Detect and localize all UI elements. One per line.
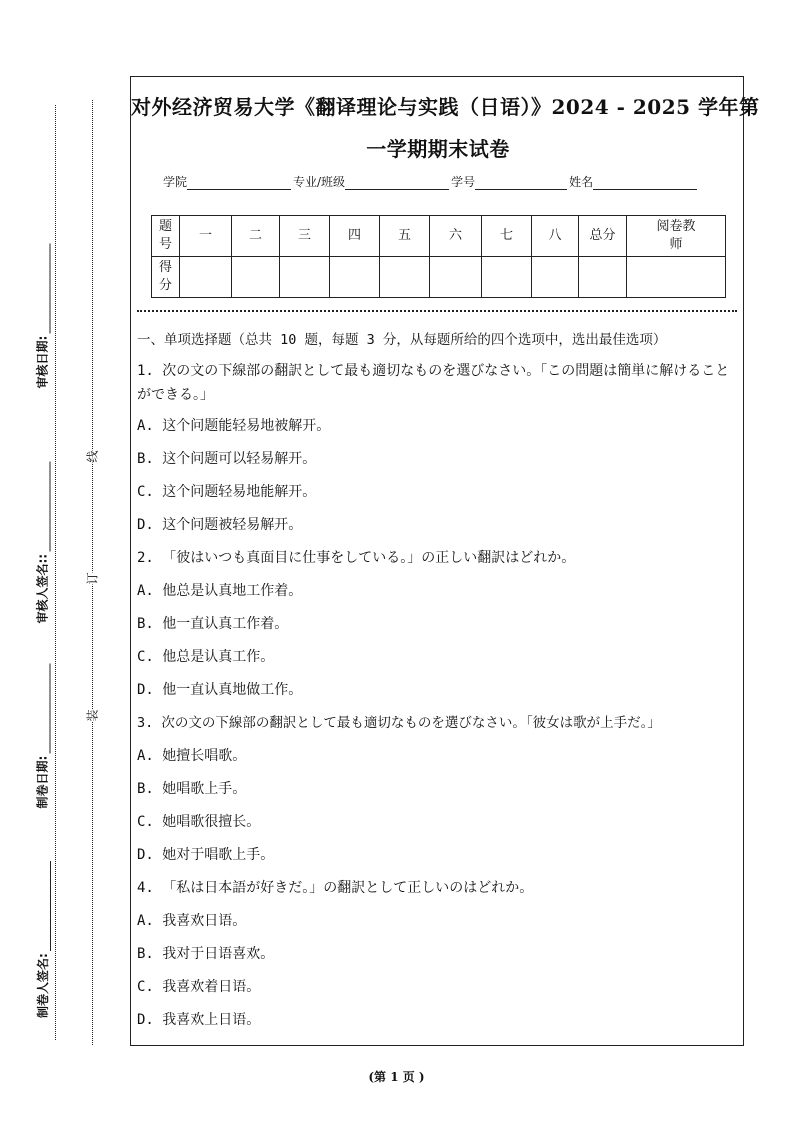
score-cell[interactable] — [330, 257, 380, 298]
field-id-label: 学号 — [451, 175, 476, 189]
score-cell[interactable] — [627, 257, 726, 298]
question-stem: 3. 次の文の下線部の翻訳として最も適切なものを選びなさい。「彼女は歌が上手だ。」 — [137, 715, 661, 731]
option-item: A. 我喜欢日语。 — [137, 913, 247, 929]
header-cell: 八 — [532, 216, 579, 257]
score-cell[interactable] — [430, 257, 482, 298]
header-cell: 阅卷教师 — [627, 216, 726, 257]
header-cell: 题号 — [152, 216, 180, 257]
score-cell[interactable] — [232, 257, 280, 298]
questions-content — [137, 329, 739, 1042]
option-item: D. 这个问题被轻易解开。 — [137, 517, 303, 533]
header-cell: 三 — [280, 216, 330, 257]
binding-line-outer — [55, 105, 56, 1040]
option-item: D. 他一直认真地做工作。 — [137, 682, 303, 698]
score-cell[interactable] — [180, 257, 232, 298]
header-cell: 一 — [180, 216, 232, 257]
score-cell[interactable] — [532, 257, 579, 298]
option-item: D. 她对于唱歌上手。 — [137, 847, 275, 863]
dotted-separator — [137, 310, 737, 312]
score-cell[interactable] — [280, 257, 330, 298]
header-cell: 七 — [482, 216, 532, 257]
header-cell: 总分 — [579, 216, 627, 257]
option-item: A. 她擅长唱歌。 — [137, 748, 247, 764]
field-college-blank[interactable] — [187, 177, 291, 190]
field-id-blank[interactable] — [475, 177, 567, 190]
student-info-row — [163, 173, 699, 190]
reviewer-signature-label: 审核人签名:: — [34, 484, 51, 624]
header-cell: 六 — [430, 216, 482, 257]
reviewer-signature-blank[interactable] — [50, 462, 51, 552]
exam-title-line1: 对外经济贸易大学《翻译理论与实践（日语）》2024 - 2025 学年第 — [131, 95, 760, 119]
option-item: A. 这个问题能轻易地被解开。 — [137, 418, 331, 434]
binding-mark-line: 线 — [85, 450, 100, 463]
option-item: B. 他一直认真工作着。 — [137, 616, 289, 632]
binding-mark-staple: 订 — [85, 572, 100, 585]
option-item: B. 我对于日语喜欢。 — [137, 946, 275, 962]
option-item: A. 他总是认真地工作着。 — [137, 583, 303, 599]
field-name-blank[interactable] — [593, 177, 697, 190]
option-item: B. 这个问题可以轻易解开。 — [137, 451, 317, 467]
score-cell[interactable] — [482, 257, 532, 298]
option-item: B. 她唱歌上手。 — [137, 781, 247, 797]
question-stem: 2. 「彼はいつも真面目に仕事をしている。」の正しい翻訳はどれか。 — [137, 550, 576, 566]
option-item: C. 我喜欢着日语。 — [137, 979, 261, 995]
score-cell[interactable] — [579, 257, 627, 298]
review-date-label: 审核日期: — [34, 269, 51, 389]
compile-date-label: 制卷日期: — [34, 689, 51, 809]
compiler-signature-blank[interactable] — [50, 861, 51, 951]
score-table-header-row — [152, 216, 726, 257]
compile-date-blank[interactable] — [50, 664, 51, 754]
option-item: C. 她唱歌很擅长。 — [137, 814, 261, 830]
page-number: (第 1 页 ) — [368, 1070, 425, 1084]
exam-frame — [130, 76, 760, 1046]
option-item: C. 这个问题轻易地能解开。 — [137, 484, 317, 500]
field-name-label: 姓名 — [569, 175, 594, 189]
score-table-score-row — [152, 257, 726, 298]
section-title: 一、单项选择题（总共 10 题，每题 3 分，从每题所给的四个选项中，选出最佳选项） — [137, 332, 667, 348]
field-major-blank[interactable] — [345, 177, 449, 190]
field-college-label: 学院 — [163, 175, 188, 189]
option-item: D. 我喜欢上日语。 — [137, 1012, 261, 1028]
option-item: C. 他总是认真工作。 — [137, 649, 275, 665]
score-cell[interactable] — [380, 257, 430, 298]
question-stem: 1. 次の文の下線部の翻訳として最も適切なものを選びなさい。「この問題は簡単に解けることができる。」 — [137, 363, 730, 403]
review-date-blank[interactable] — [50, 244, 51, 334]
score-table — [151, 215, 726, 298]
header-cell: 四 — [330, 216, 380, 257]
compiler-signature-label: 制卷人签名: — [34, 883, 51, 1018]
question-stem: 4. 「私は日本語が好きだ。」の翻訳として正しいのはどれか。 — [137, 880, 534, 896]
field-major-label: 专业/班级 — [293, 175, 346, 189]
binding-mark-bind: 装 — [85, 709, 100, 722]
header-cell: 二 — [232, 216, 280, 257]
exam-title-line2: 一学期期末试卷 — [366, 137, 510, 161]
header-cell: 五 — [380, 216, 430, 257]
score-row-label: 得分 — [152, 257, 180, 298]
